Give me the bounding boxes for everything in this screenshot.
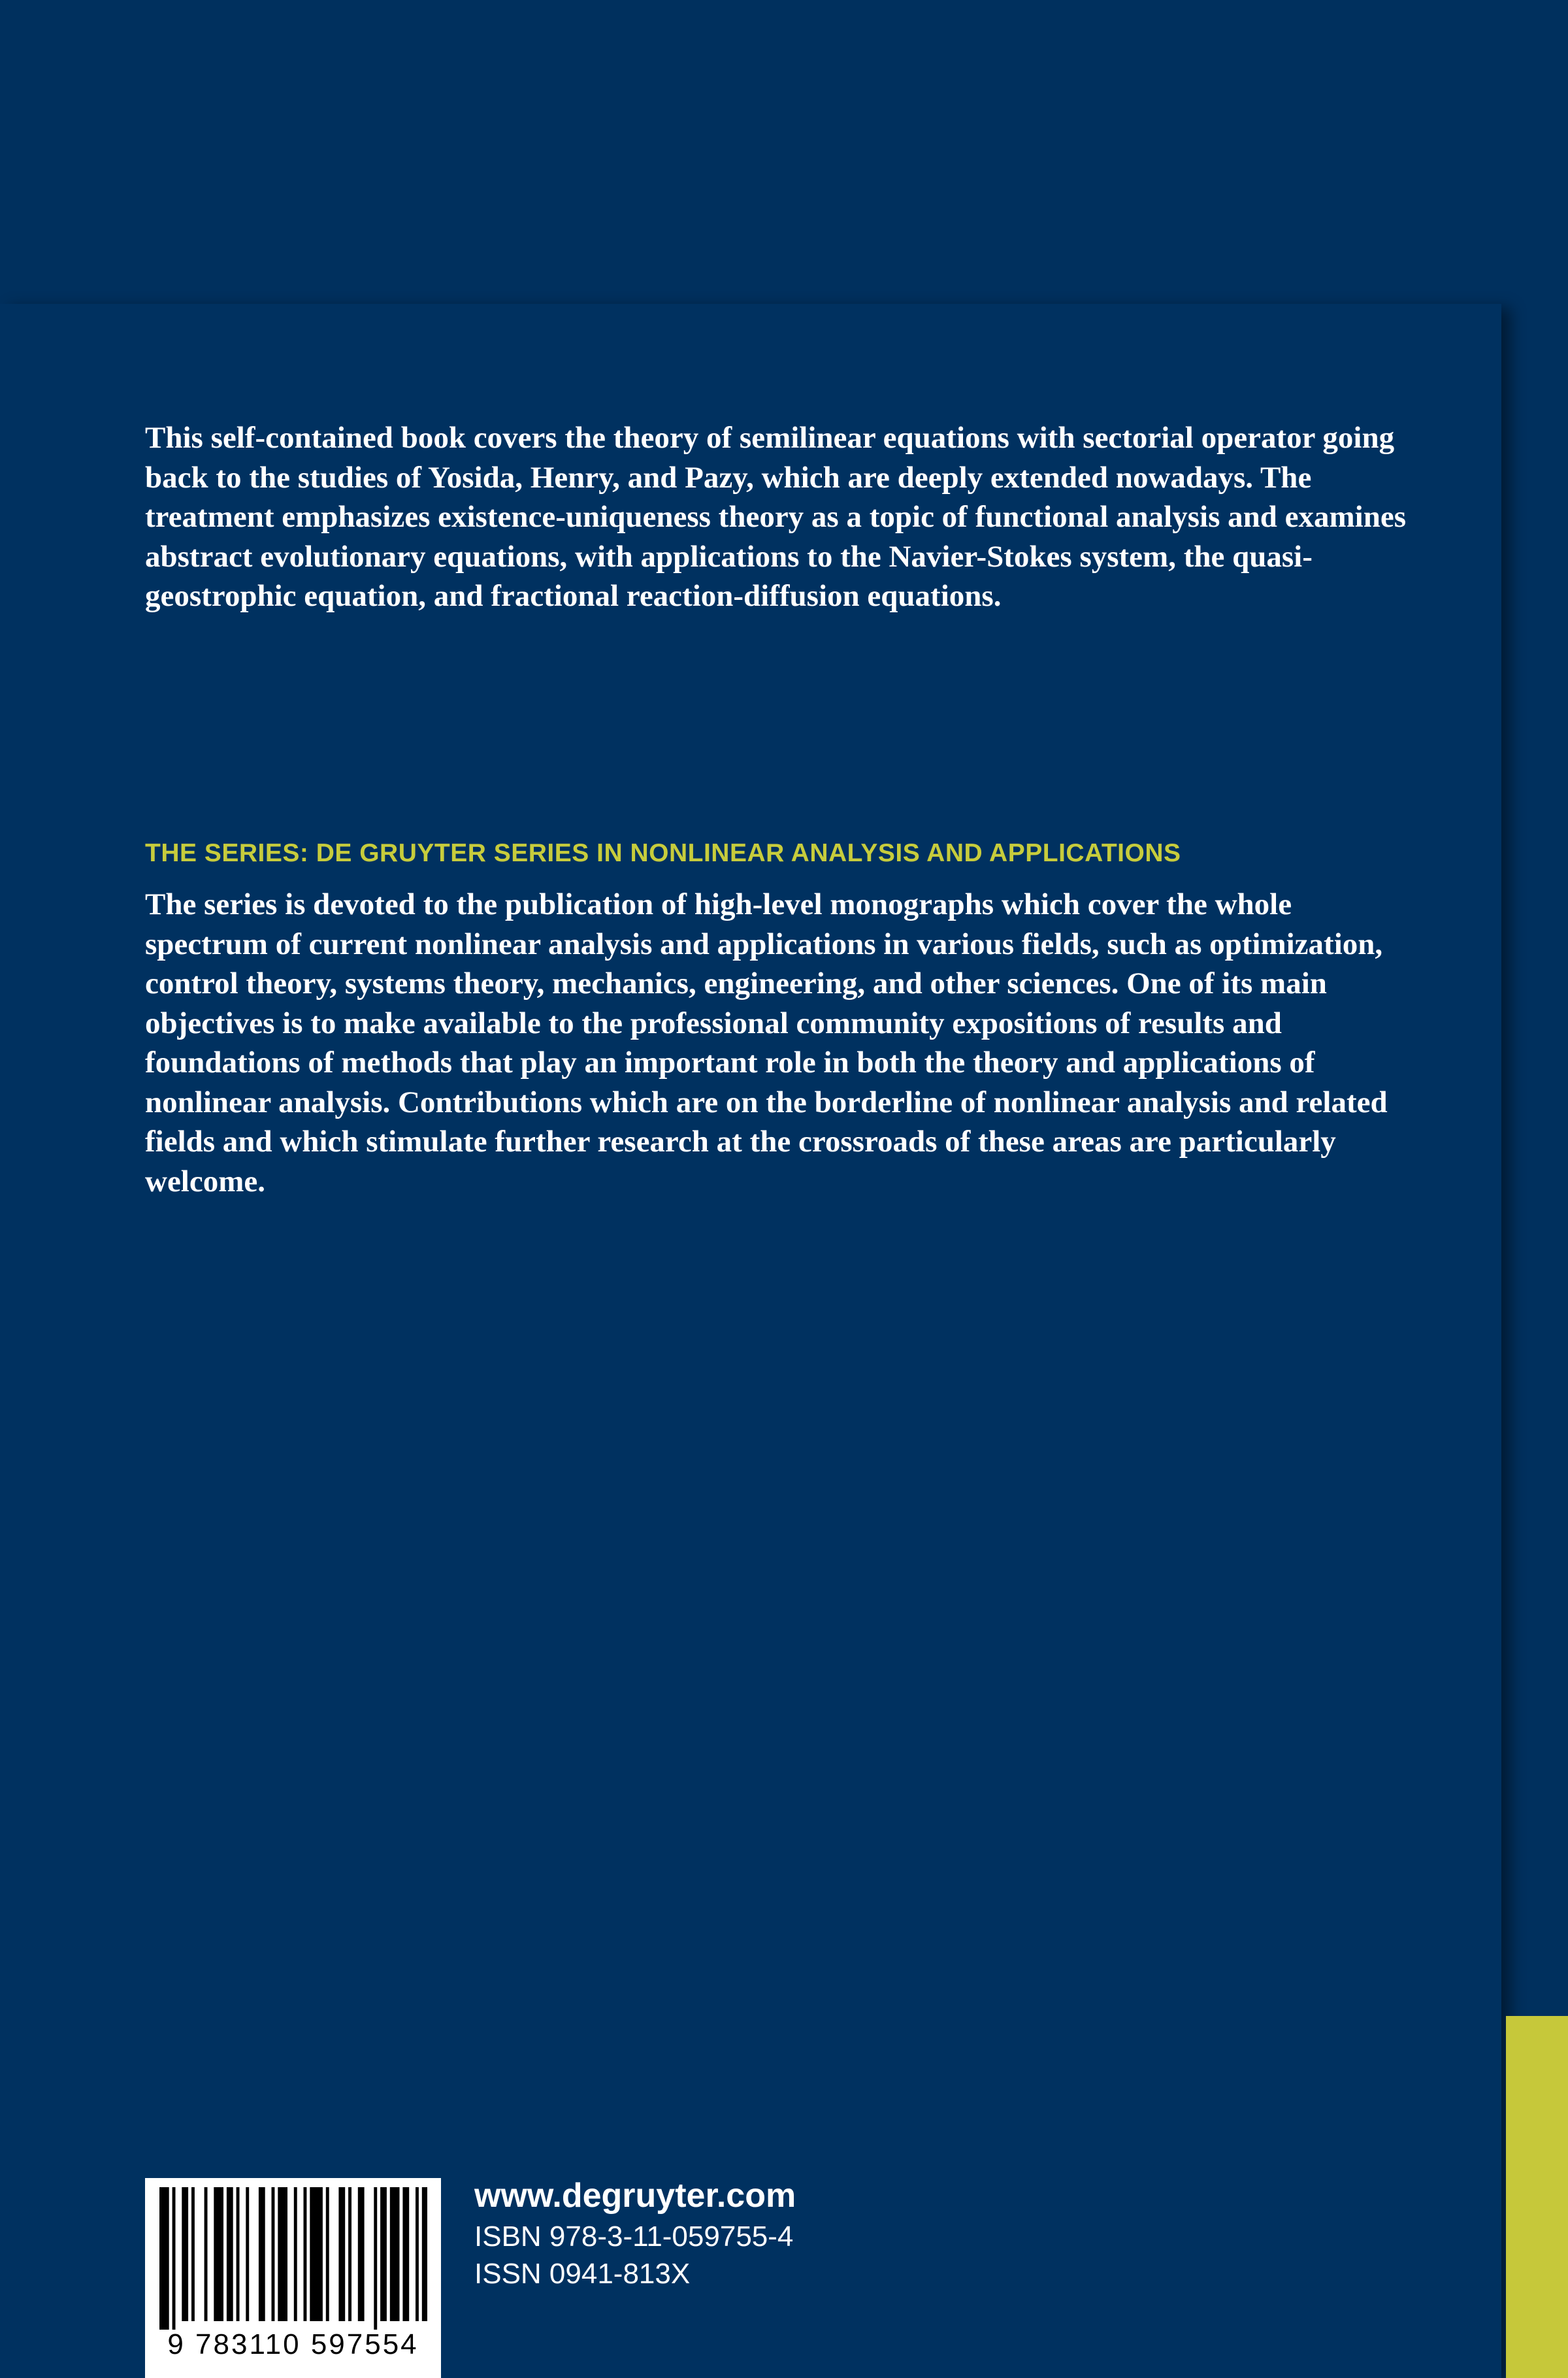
barcode-bar — [172, 2187, 176, 2330]
book-blurb: This self-contained book covers the theory of semilinear equations with sectorial operator going back to the studies of Yosida, Henry, and Pazy, which are deeply extended nowadays. The treatment emphasizes existence-uniqueness theory as a topic of functional analysis and examines abstract evolutionary equations, with applications to the Navier-Stokes system, the quasi-geostrophic equation, and fractional reaction-diffusion equations. — [145, 421, 1407, 613]
series-description: The series is devoted to the publication of high-level monographs which cover the whole spectrum of current nonlinear analysis and applications in various fields, such as optimization, control theory, systems theory, mechanics, engineering, and other sciences. One of its main objectives is to make available to the professional community expositions of results and foundations of methods that play an important role in both the theory and applications of nonlinear analysis. Contributions which are on the borderline of nonlinear analysis and related fields and which stimulate further research at the crossroads of these areas are particularly welcome. — [145, 887, 1388, 1198]
barcode-bar — [191, 2187, 195, 2321]
barcode-bar — [259, 2187, 265, 2321]
barcode-bar — [278, 2187, 287, 2321]
barcode-bar — [159, 2187, 169, 2330]
barcode-bar — [227, 2187, 233, 2321]
barcode-bar — [310, 2187, 323, 2321]
barcode-bar — [182, 2187, 188, 2321]
barcode-bar — [237, 2187, 240, 2321]
barcode-bar — [374, 2187, 377, 2330]
series-heading: THE SERIES: DE GRUYTER SERIES IN NONLINEAR ANALYSIS AND APPLICATIONS — [145, 839, 1181, 867]
barcode-bar — [402, 2187, 409, 2321]
barcode-bar — [416, 2187, 419, 2321]
issn-number: ISSN 0941-813X — [474, 2258, 691, 2290]
barcode-bar — [348, 2187, 351, 2321]
publisher-website[interactable]: www.degruyter.com — [474, 2177, 796, 2215]
barcode-bar — [390, 2187, 400, 2321]
barcode-bar — [326, 2187, 329, 2321]
barcode-bar — [338, 2187, 345, 2321]
barcode-bar — [304, 2187, 307, 2321]
barcode — [145, 2178, 441, 2378]
barcode-bar — [422, 2187, 427, 2321]
barcode-bar — [214, 2187, 223, 2321]
barcode-bar — [246, 2187, 249, 2321]
isbn-number: ISBN 978-3-11-059755-4 — [474, 2221, 794, 2253]
barcode-bar — [358, 2187, 365, 2321]
accent-strip — [1506, 2016, 1568, 2378]
barcode-bar — [204, 2187, 208, 2321]
barcode-bar — [272, 2187, 275, 2321]
barcode-bars-icon — [145, 2178, 441, 2332]
barcode-bar — [294, 2187, 297, 2321]
barcode-digits: 9 783110 597554 — [167, 2328, 419, 2360]
barcode-bar — [380, 2187, 387, 2321]
